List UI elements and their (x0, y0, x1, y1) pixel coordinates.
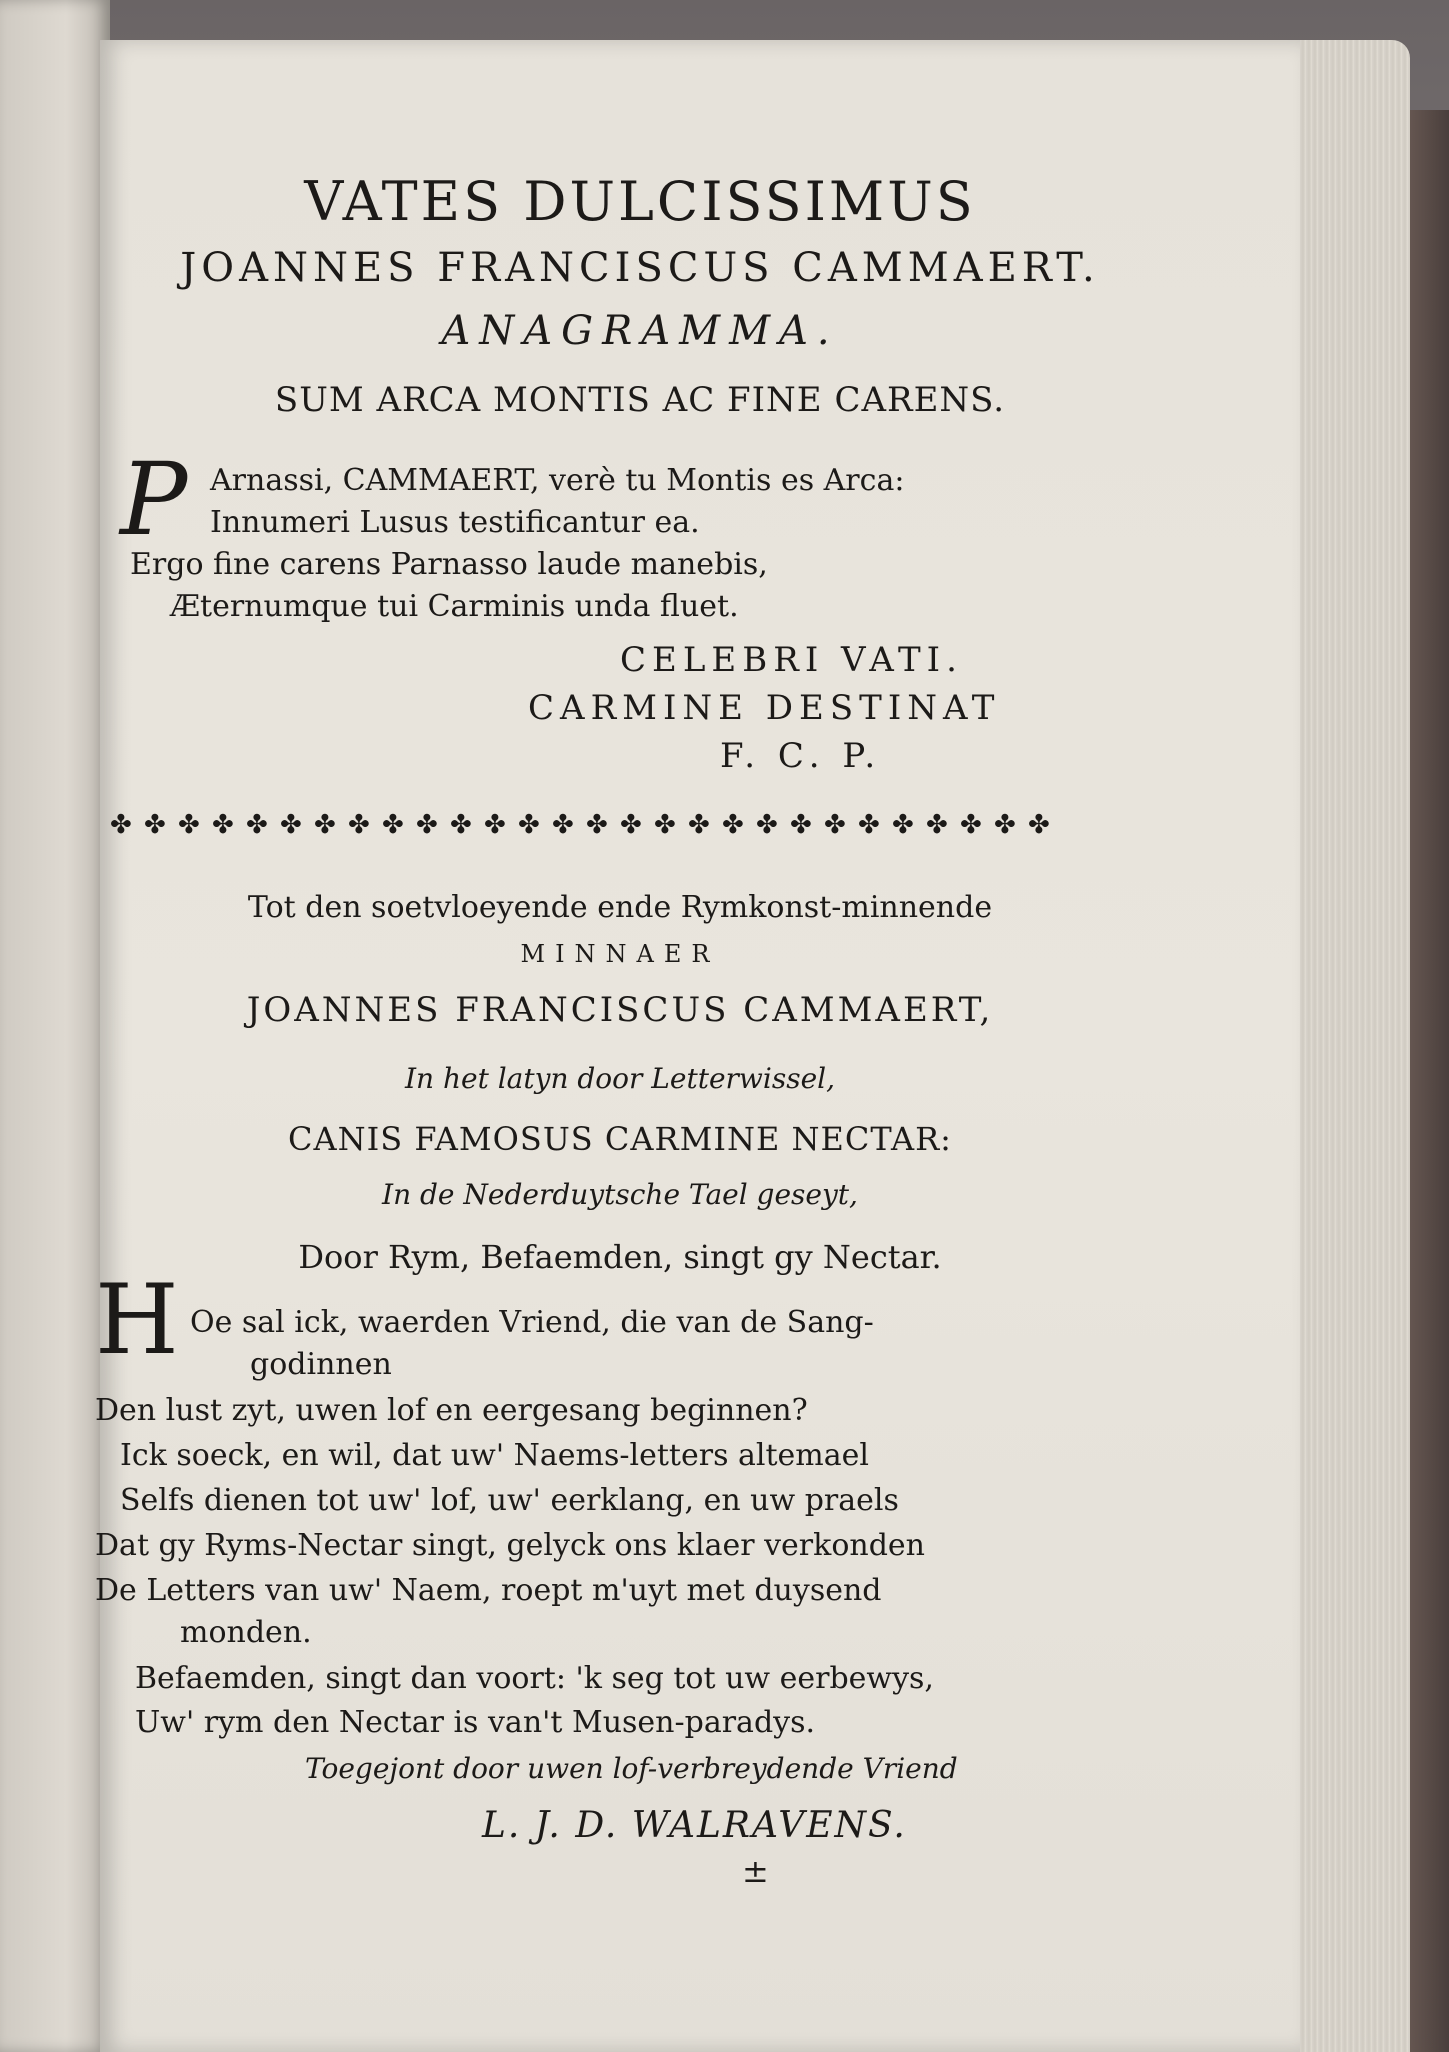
dedication-line: In het latyn door Letterwissel, (404, 1062, 836, 1095)
ornament-glyph: ✤ (484, 810, 506, 840)
book-page (95, 40, 1300, 2052)
ornament-glyph: ✤ (518, 810, 540, 840)
ornament-glyph: ✤ (552, 810, 574, 840)
latin-poem-line: Arnassi, CAMMAERT, verè tu Montis es Arca: (210, 463, 905, 498)
ornament-glyph: ✤ (756, 810, 778, 840)
dutch-poem-line: Oe sal ick, waerden Vriend, die van de Sang- (190, 1305, 874, 1340)
dutch-poem-line: De Letters van uw' Naem, roept m'uyt met duysend (95, 1573, 882, 1608)
dedication-line: CANIS FAMOSUS CARMINE NECTAR: (288, 1120, 952, 1158)
ornament-glyph: ✤ (586, 810, 608, 840)
ornament-glyph: ✤ (620, 810, 642, 840)
ornament-glyph: ✤ (144, 810, 166, 840)
dutch-poem-dropcap: H (95, 1264, 179, 1376)
latin-poem-line: Æternumque tui Carminis unda fluet. (170, 589, 739, 624)
dedication-line: Door Rym, Befaemden, singt gy Nectar. (298, 1238, 942, 1276)
ornament-glyph: ✤ (450, 810, 472, 840)
title-vates: VATES DULCISSIMUS (304, 170, 976, 233)
ornament-glyph: ✤ (416, 810, 438, 840)
ornament-glyph: ✤ (178, 810, 200, 840)
ornament-divider (110, 810, 1070, 850)
latin-signature-line: F. C. P. (720, 736, 882, 776)
dutch-poem-line: godinnen (250, 1347, 392, 1382)
ornament-glyph: ✤ (382, 810, 404, 840)
latin-poem-line: Ergo fine carens Parnasso laude manebis, (130, 547, 768, 582)
latin-poem-line: Innumeri Lusus testificantur ea. (210, 505, 700, 540)
dedication-line: JOANNES FRANCISCUS CAMMAERT, (246, 990, 994, 1030)
left-page-edge (0, 0, 110, 2052)
title-name: JOANNES FRANCISCUS CAMMAERT. (180, 245, 1100, 291)
latin-poem-dropcap: P (120, 441, 188, 558)
ornament-glyph: ✤ (280, 810, 302, 840)
dutch-poem-line: Uw' rym den Nectar is van't Musen-paradys. (135, 1705, 816, 1740)
ornament-glyph: ✤ (110, 810, 132, 840)
dedication-line: MINNAER (520, 940, 720, 968)
ornament-glyph: ✤ (654, 810, 676, 840)
title-anagramma: ANAGRAMMA. (441, 308, 839, 354)
ornament-glyph: ✤ (1028, 810, 1050, 840)
dedication-line: Tot den soetvloeyende ende Rymkonst-minnende (247, 890, 993, 925)
ornament-glyph: ✤ (994, 810, 1016, 840)
dutch-poem-line: Selfs dienen tot uw' lof, uw' eerklang, en uw praels (120, 1483, 899, 1518)
signature-mark: ± (742, 1852, 769, 1890)
ornament-glyph: ✤ (926, 810, 948, 840)
ornament-glyph: ✤ (722, 810, 744, 840)
ornament-glyph: ✤ (790, 810, 812, 840)
dutch-poem-line: monden. (180, 1615, 312, 1650)
dutch-poem-line: Dat gy Ryms-Nectar singt, gelyck ons klaer verkonden (95, 1528, 925, 1563)
dutch-poem-line: Befaemden, singt dan voort: 'k seg tot uw eerbewys, (135, 1661, 934, 1696)
ornament-glyph: ✤ (246, 810, 268, 840)
latin-signature-line: CELEBRI VATI. (620, 640, 963, 680)
latin-signature-line: CARMINE DESTINAT (528, 688, 1001, 728)
dutch-signature-name: L. J. D. WALRAVENS. (482, 1805, 907, 1846)
title-anagram-text: SUM ARCA MONTIS AC FINE CARENS. (274, 380, 1006, 420)
ornament-glyph: ✤ (314, 810, 336, 840)
ornament-glyph: ✤ (212, 810, 234, 840)
ornament-glyph: ✤ (688, 810, 710, 840)
ornament-glyph: ✤ (824, 810, 846, 840)
ornament-glyph: ✤ (858, 810, 880, 840)
dutch-signature-line: Toegejont door uwen lof-verbreydende Vriend (305, 1752, 958, 1785)
dedication-line: In de Nederduytsche Tael geseyt, (382, 1178, 858, 1211)
ornament-glyph: ✤ (892, 810, 914, 840)
dutch-poem-line: Den lust zyt, uwen lof en eergesang beginnen? (95, 1393, 808, 1428)
dutch-poem-line: Ick soeck, en wil, dat uw' Naems-letters altemael (120, 1438, 869, 1473)
ornament-glyph: ✤ (960, 810, 982, 840)
ornament-glyph: ✤ (348, 810, 370, 840)
